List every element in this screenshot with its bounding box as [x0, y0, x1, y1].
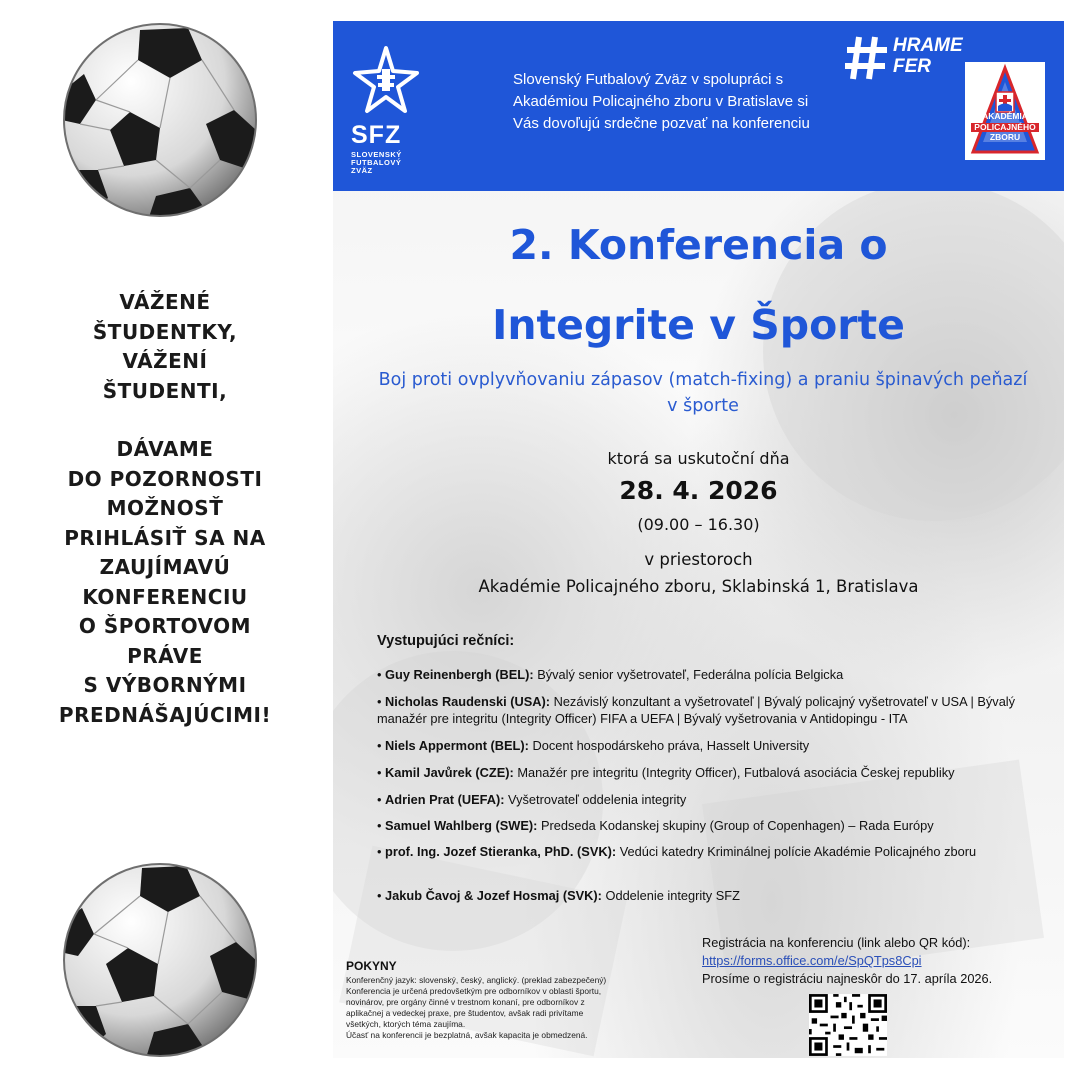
instructions-line: Účasť na konferencii je bezplatná, avšak kapacita je obmedzená.	[346, 1030, 588, 1041]
hashtag-logo-text: HRAME	[893, 35, 963, 56]
speaker-role: Manažér pre integritu (Integrity Officer), Futbalová asociácia Českej republiky	[513, 765, 955, 780]
conference-title-line2: Integrite v Športe	[492, 301, 905, 349]
message-line: DÁVAME	[116, 437, 214, 461]
hashtag-icon	[845, 35, 889, 81]
message-line: ŠTUDENTKY,	[92, 319, 238, 344]
message-line: DO POZORNOSTI	[67, 466, 263, 491]
message-line: PRÁVE	[127, 643, 203, 668]
speaker-item: • prof. Ing. Jozef Stieranka, PhD. (SVK): Vedúci katedry Kriminálnej polície Akadémie Policajného zboru	[377, 844, 977, 859]
conference-subtitle: Boj proti ovplyvňovaniu zápasov (match-fixing) a praniu špinavých peňazí v športe	[378, 370, 1028, 416]
qr-code-icon[interactable]	[809, 994, 887, 1056]
speaker-item: • Adrien Prat (UEFA): Vyšetrovateľ oddelenia integrity	[377, 792, 687, 807]
invitation-line: Vás dovoľujú srdečne pozvať na konferenciu	[513, 115, 810, 132]
speaker-role: Vedúci katedry Kriminálnej polície Akadémie Policajného zboru	[616, 844, 977, 859]
instructions-title: POKYNY	[346, 959, 397, 973]
speaker-name: Nicholas Raudenski (USA):	[385, 694, 551, 709]
sfz-logo	[351, 43, 421, 173]
instructions-line: aplikačnej a vedeckej praxe, pre študentov, avšak radi privítame	[346, 1008, 584, 1019]
sfz-logo-subtext: ZVÄZ	[351, 166, 373, 175]
message-line: ZAUJÍMAVÚ	[99, 555, 231, 579]
invitation-line: Slovenský Futbalový Zväz v spolupráci s	[513, 71, 784, 88]
speaker-role: Vyšetrovateľ oddelenia integrity	[504, 792, 687, 807]
invitation-text	[513, 69, 873, 135]
speaker-name: Samuel Wahlberg (SWE):	[385, 818, 538, 833]
student-invitation-message	[30, 288, 300, 730]
registration-link[interactable]: https://forms.office.com/e/SpQTps8Cpi	[702, 953, 922, 968]
event-venue: Akadémie Policajného zboru, Sklabinská 1, Bratislava	[478, 577, 919, 596]
instructions-line: všetkých, ktorých téma zaujíma.	[346, 1019, 466, 1030]
header-banner	[333, 21, 1064, 191]
hrame-fer-logo	[845, 33, 963, 83]
invitation-line: Akadémiou Policajného zboru v Bratislave si	[513, 93, 809, 110]
event-intro: ktorá sa uskutoční dňa	[607, 449, 790, 468]
speaker-item: • Jakub Čavoj & Jozef Hosmaj (SVK): Oddelenie integrity SFZ	[377, 888, 740, 903]
message-line: KONFERENCIU	[82, 584, 248, 609]
apz-logo-text: AKADÉMIA	[982, 111, 1028, 121]
instructions-line: Konferencia je určená predovšetkým pre odborníkov v oblasti športu,	[346, 986, 602, 997]
conference-title-line1: 2. Konferencia o	[509, 221, 888, 269]
registration-label: Registrácia na konferenciu (link alebo QR kód):	[702, 935, 971, 950]
speaker-name: Jakub Čavoj & Jozef Hosmaj (SVK):	[385, 888, 602, 903]
venue-intro: v priestoroch	[644, 550, 753, 569]
speaker-role: Predseda Kodanskej skupiny (Group of Copenhagen) – Rada Európy	[537, 818, 934, 833]
speaker-role: Nezávislý konzultant a vyšetrovateľ | Bývalý policajný vyšetrovateľ v USA | Bývalý manažér pre integritu (Integrity Officer) FIFA a UEFA | Bývalý vyšetrovania v Antidopingu - ITA	[377, 694, 1016, 726]
speaker-role: Docent hospodárskeho práva, Hasselt University	[528, 738, 810, 753]
registration-deadline: Prosíme o registráciu najneskôr do 17. apríla 2026.	[702, 971, 993, 986]
speaker-role: Oddelenie integrity SFZ	[601, 888, 740, 903]
registration-block	[702, 934, 1042, 988]
sfz-logo-subtext: FUTBALOVÝ	[351, 158, 402, 167]
soccer-ball-image-top	[60, 20, 260, 220]
police-academy-logo	[965, 62, 1045, 160]
speakers-heading: Vystupujúci rečníci:	[377, 633, 515, 649]
speaker-item: • Kamil Javůrek (CZE): Manažér pre integritu (Integrity Officer), Futbalová asociácia Českej republiky	[377, 765, 955, 780]
speaker-item: • Niels Appermont (BEL): Docent hospodárskeho práva, Hasselt University	[377, 738, 810, 753]
soccer-ball-image-bottom	[60, 860, 260, 1060]
apz-logo-text: ZBORU	[989, 132, 1021, 142]
sfz-logo-subtext: SLOVENSKÝ	[351, 150, 402, 159]
hashtag-logo-text: FER	[893, 56, 931, 77]
speaker-name: Kamil Javůrek (CZE):	[385, 765, 514, 780]
message-line: MOŽNOSŤ	[106, 496, 224, 520]
sfz-logo-text: SFZ	[351, 121, 402, 149]
speaker-item: • Guy Reinenbergh (BEL): Bývalý senior vyšetrovateľ, Federálna polícia Belgicka	[377, 667, 844, 682]
message-line: O ŠPORTOVOM	[78, 614, 252, 638]
speaker-name: prof. Ing. Jozef Stieranka, PhD. (SVK):	[385, 844, 617, 859]
speaker-name: Adrien Prat (UEFA):	[385, 792, 505, 807]
speaker-role: Bývalý senior vyšetrovateľ, Federálna polícia Belgicka	[533, 667, 844, 682]
message-line: VÁŽENÍ	[122, 349, 208, 373]
event-date: 28. 4. 2026	[619, 476, 778, 505]
instructions-line: novinárov, pre orgány činné v trestnom konaní, pre odborníkov z	[346, 997, 585, 1008]
speaker-item: • Samuel Wahlberg (SWE): Predseda Kodanskej skupiny (Group of Copenhagen) – Rada Európy	[377, 818, 934, 833]
message-line: S VÝBORNÝMI	[83, 673, 247, 697]
speaker-name: Niels Appermont (BEL):	[385, 738, 529, 753]
instructions-text	[346, 975, 646, 1042]
message-line: PREDNÁŠAJÚCIMI!	[58, 702, 272, 727]
conference-poster	[333, 21, 1064, 1058]
message-line: VÁŽENÉ	[119, 290, 211, 314]
instructions-line: Konferenčný jazyk: slovenský, český, anglický. (preklad zabezpečený)	[346, 975, 607, 985]
message-spacer	[30, 406, 300, 435]
speaker-name: Guy Reinenbergh (BEL):	[385, 667, 534, 682]
speaker-item: • Nicholas Raudenski (USA): Nezávislý konzultant a vyšetrovateľ | Bývalý policajný vyšetrovateľ v USA | Bývalý manažér pre integritu (Integrity Officer) FIFA a UEFA | Bývalý vyšetrovania v Antidopingu - ITA	[377, 694, 1016, 726]
apz-logo-text: POLICAJNÉHO	[971, 123, 1039, 133]
message-line: PRIHLÁSIŤ SA NA	[64, 525, 266, 550]
message-line: ŠTUDENTI,	[102, 378, 228, 403]
event-time: (09.00 – 16.30)	[637, 515, 760, 534]
